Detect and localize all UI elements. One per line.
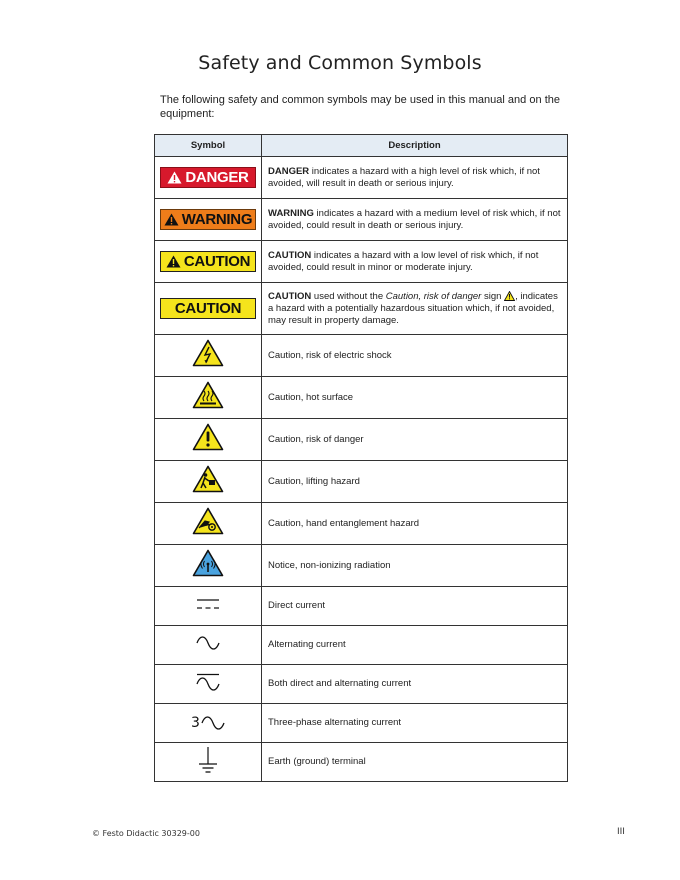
description-three-phase-ac: Three-phase alternating current [262, 704, 568, 743]
description-risk-of-danger: Caution, risk of danger [262, 419, 568, 461]
direct-current-icon [195, 597, 221, 611]
table-row [155, 743, 568, 782]
non-ionizing-radiation-icon [192, 549, 224, 577]
direct-and-alternating-current-icon [195, 672, 221, 692]
table-row [155, 461, 568, 503]
table-row [155, 199, 568, 241]
table-row [155, 587, 568, 626]
page-number: III [617, 827, 625, 837]
description-warning: WARNING indicates a hazard with a medium level of risk which, if not avoided, could result in death or serious injury. [262, 199, 568, 241]
header-description: Description [262, 135, 568, 157]
table-row [155, 335, 568, 377]
description-hand-entanglement: Caution, hand entanglement hazard [262, 503, 568, 545]
electric-shock-icon [192, 339, 224, 367]
earth-ground-icon [196, 745, 220, 775]
table-row [155, 157, 568, 199]
table-row [155, 503, 568, 545]
description-earth-ground: Earth (ground) terminal [262, 743, 568, 782]
description-lifting-hazard: Caution, lifting hazard [262, 461, 568, 503]
table-row [155, 377, 568, 419]
caution-sign-text: CAUTION [174, 300, 242, 317]
table-row [155, 704, 568, 743]
warning-sign-icon [160, 209, 256, 230]
footer-copyright: © Festo Didactic 30329-00 [92, 829, 200, 838]
header-symbol: Symbol [155, 135, 262, 157]
description-caution: CAUTION indicates a hazard with a low level of risk which, if not avoided, could result in minor or moderate injury. [262, 241, 568, 283]
description-electric-shock: Caution, risk of electric shock [262, 335, 568, 377]
caution-inline-triangle-icon [504, 291, 515, 301]
danger-sign-text: DANGER [185, 168, 249, 186]
lifting-hazard-icon [192, 465, 224, 493]
intro-paragraph: The following safety and common symbols may be used in this manual and on the equipment: [160, 94, 560, 120]
description-hot-surface: Caution, hot surface [262, 377, 568, 419]
table-row [155, 419, 568, 461]
caution-sign-icon [160, 251, 256, 272]
description-dc-and-ac: Both direct and alternating current [262, 665, 568, 704]
table-row [155, 241, 568, 283]
description-caution-property: CAUTION used without the Caution, risk of danger sign , indicates a hazard with a potentially hazardous situation which, if not avoided, may result in property damage. [262, 283, 568, 335]
description-danger: DANGER indicates a hazard with a high level of risk which, if not avoided, will result in death or serious injury. [262, 157, 568, 199]
hand-entanglement-icon [192, 507, 224, 535]
description-direct-current: Direct current [262, 587, 568, 626]
description-non-ionizing-radiation: Notice, non-ionizing radiation [262, 545, 568, 587]
caution-sign-no-triangle-icon [160, 298, 256, 319]
table-row [155, 545, 568, 587]
table-row [155, 665, 568, 704]
symbols-table [154, 134, 568, 782]
table-row [155, 626, 568, 665]
hot-surface-icon [192, 381, 224, 409]
table-row [155, 283, 568, 335]
warning-sign-text: WARNING [181, 210, 253, 228]
alternating-current-icon [195, 635, 221, 651]
page-title: Safety and Common Symbols [198, 52, 482, 74]
danger-sign-icon [160, 167, 256, 188]
three-phase-ac-icon [191, 715, 225, 731]
danger-exclamation-icon [192, 423, 224, 451]
three-phase-number: 3 [191, 715, 200, 731]
description-alternating-current: Alternating current [262, 626, 568, 665]
caution-sign-text: CAUTION [183, 252, 251, 270]
